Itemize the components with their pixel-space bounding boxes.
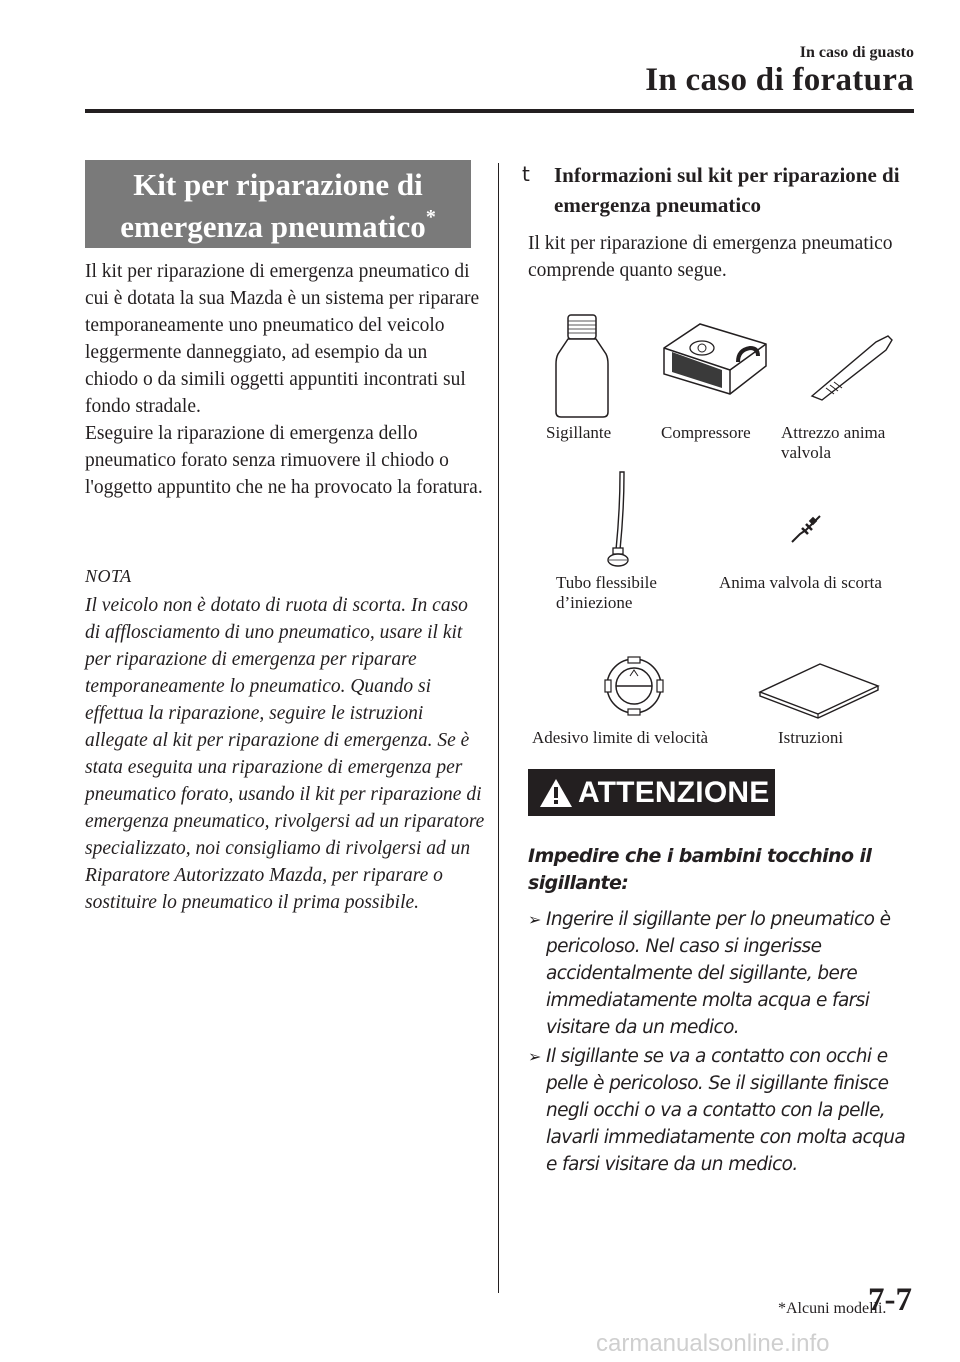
- warning-item: [528, 1043, 913, 1178]
- footnote: *Alcuni modelli.: [778, 1300, 887, 1317]
- intro-text-2: Eseguire la riparazione di emergenza dello pneumatico forato senza rimuovere il chiodo o l'oggetto appuntito che ne ha provocato la foratura.: [85, 423, 483, 498]
- kit-title-box: [85, 160, 471, 248]
- intro-paragraph: [85, 258, 485, 501]
- caption-instructions: Istruzioni: [778, 728, 844, 747]
- header-rule: [85, 109, 914, 113]
- kit-title-line2-text: emergenza pneumatico: [120, 209, 426, 244]
- page-number: 7-7: [868, 1282, 912, 1318]
- warning-item: [528, 906, 913, 1041]
- spare-valve-core-illustration: [786, 512, 826, 548]
- warning-title: Impedire che i bambini tocchino il sigillante:: [528, 845, 872, 894]
- warning-badge: [528, 769, 775, 816]
- caption-speed-sticker: Adesivo limite di velocità: [532, 728, 709, 747]
- optional-marker: *: [425, 206, 436, 228]
- caption-valve-tool: Attrezzo anima valvola: [781, 423, 886, 462]
- warning-item-text: Il sigillante se va a contatto con occhi e pelle è pericoloso. Se il sigillante finisce negli occhi o va a contatto con la pelle, lavarli immediatamente con molta acqua e farsi visitare da un medico.: [546, 1046, 906, 1175]
- sealant-bottle-illustration: [552, 312, 612, 420]
- instructions-booklet-illustration: [758, 662, 880, 720]
- watermark: carmanualsonline.info: [596, 1330, 830, 1357]
- note-label: NOTA: [85, 566, 132, 586]
- caption-spare-core: Anima valvola di scorta: [719, 573, 882, 592]
- arrow-bullet-icon: ➢: [528, 1047, 541, 1066]
- arrow-bullet-icon: ➢: [528, 910, 541, 929]
- section-title: In caso di foratura: [645, 62, 914, 98]
- speed-sticker-illustration: [604, 656, 664, 716]
- caption-compressor: Compressore: [661, 423, 751, 442]
- warning-item-text: Ingerire il sigillante per lo pneumatico è pericoloso. Nel caso si ingerisse accidentalmente del sigillante, bere immediatamente molta acqua e farsi visitare da un medico.: [546, 909, 891, 1038]
- warning-label: ATTENZIONE: [578, 776, 770, 809]
- injection-hose-illustration: [596, 470, 636, 570]
- caption-sealant: Sigillante: [546, 423, 612, 442]
- heading-bullet: t: [522, 162, 530, 186]
- section-subtitle: In caso di guasto: [799, 44, 914, 61]
- info-heading: Informazioni sul kit per riparazione di emergenza pneumatico: [554, 163, 900, 217]
- caption-hose: Tubo flessibile d’iniezione: [556, 573, 657, 612]
- valve-tool-illustration: [806, 330, 896, 402]
- intro-text: Il kit per riparazione di emergenza pneumatico di cui è dotata la sua Mazda è un sistema per riparare temporaneamente uno pneumatico del veicolo leggermente danneggiato, ad esempio da un chiodo o da simili oggetti appuntiti incontrati sul fondo stradale.: [85, 261, 480, 417]
- info-text: Il kit per riparazione di emergenza pneumatico comprende quanto segue.: [528, 233, 893, 281]
- compressor-illustration: [660, 318, 770, 408]
- kit-title-line1: Kit per riparazione di: [133, 167, 423, 202]
- column-divider: [498, 163, 499, 1293]
- warning-triangle-icon: [538, 777, 574, 809]
- kit-title-line2: [85, 206, 471, 248]
- note-text: Il veicolo non è dotato di ruota di scorta. In caso di afflosciamento di uno pneumatico, usare il kit per riparazione di emergenza per riparare temporaneamente lo pneumatico. Quando si effettua la riparazione, seguire le istruzioni allegate al kit per riparazione di emergenza. Se è stata eseguita una riparazione di emergenza per pneumatico forato, usando il kit per riparazione di emergenza pneumatico, rivolgersi ad un riparatore specializzato, noi consigliamo di rivolgersi ad un Riparatore Autorizzato Mazda, per riparare o sostituire lo pneumatico il prima possibile.: [85, 595, 485, 913]
